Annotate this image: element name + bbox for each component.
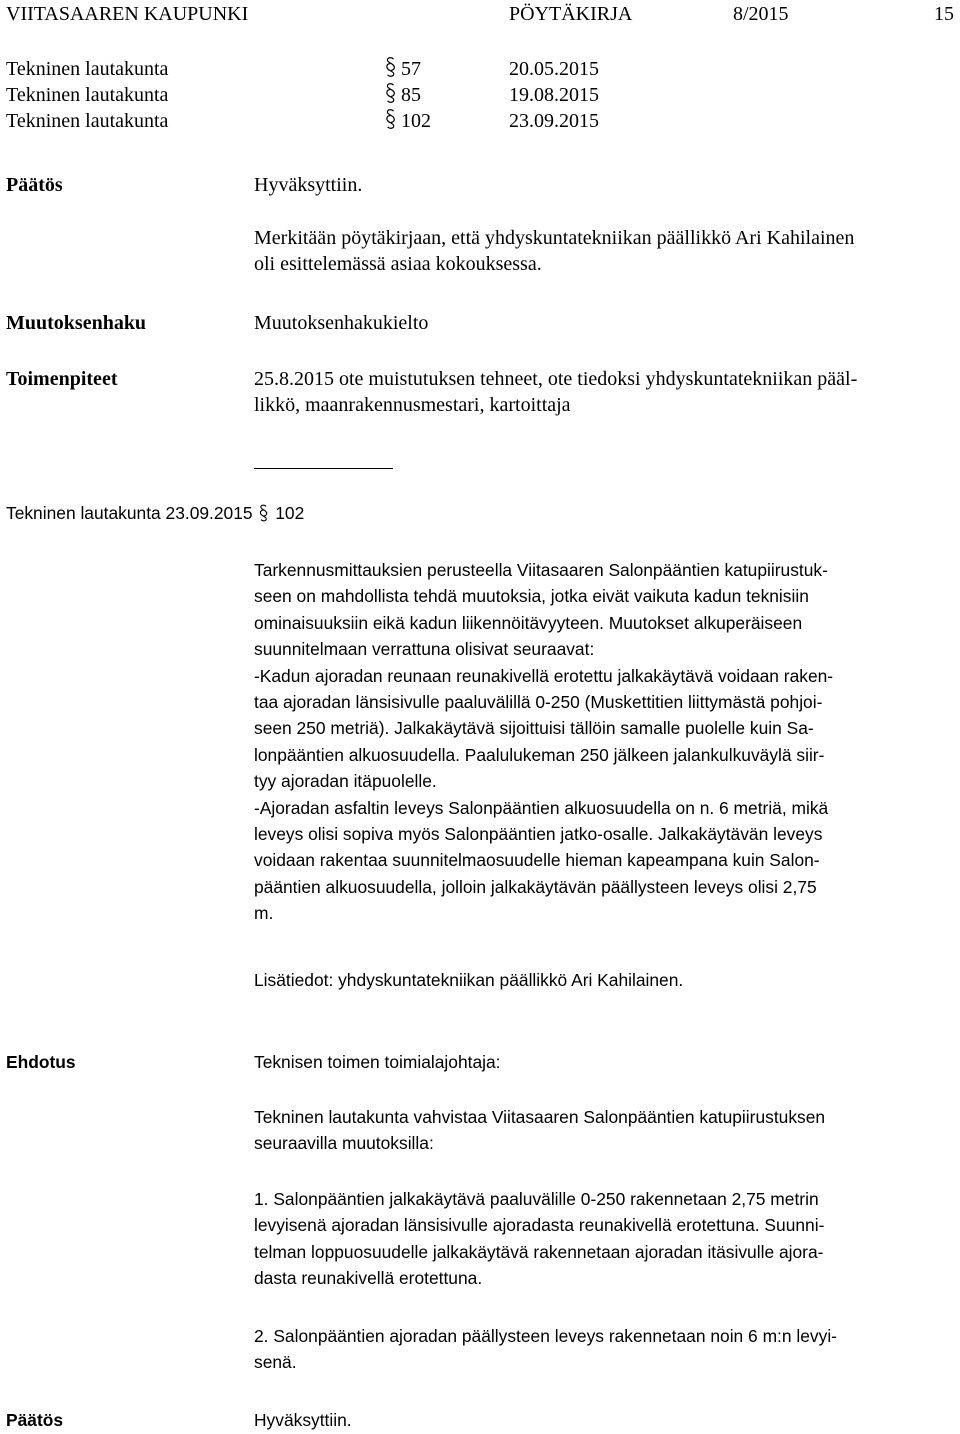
history-date: 23.09.2015 [509,110,599,132]
meeting-body-date: Tekninen lautakunta 23.09.2015 [6,503,253,523]
decision-note-line: Merkitään pöytäkirjaan, että yhdyskuntatekniikan päällikkö Ari Kahilainen [254,227,855,249]
history-body: Tekninen lautakunta [6,84,169,106]
history-date: 19.08.2015 [509,84,599,106]
proposal-by: Teknisen toimen toimialajohtaja: [254,1052,501,1072]
final-decision-value: Hyväksyttiin. [254,1410,352,1430]
actions-line: 25.8.2015 ote muistutuksen tehneet, ote tiedoksi yhdyskuntatekniikan pääl- [254,368,858,390]
proposal-intro [254,1104,954,1157]
case-description [254,557,954,926]
proposal-item-line: telman loppuosuudelle jalkakäytävä rakennetaan ajoradan itäsivulle ajora- [254,1241,824,1262]
decision-value: Hyväksyttiin. [254,174,363,196]
proposal-intro-line: Tekninen lautakunta vahvistaa Viitasaaren Salonpääntien katupiirustuksen [254,1107,826,1127]
proposal-item-line: 1. Salonpääntien jalkakäytävä paaluvälille 0-250 rakennetaan 2,75 metrin [254,1189,819,1209]
appeal-value: Muutoksenhakukielto [254,312,429,334]
history-body: Tekninen lautakunta [6,58,169,80]
actions-line: likkö, maanrakennusmestari, kartoittaja [254,394,571,416]
appeal-label: Muutoksenhaku [6,312,147,334]
header-doc-number: 8/2015 [733,3,789,25]
proposal-item-line: dasta reunakivellä erotettuna. [254,1268,483,1289]
decision-note [254,225,954,277]
body-line: seen 250 metriä). Jalkakäytävä sijoittuisi tällöin samalle puolelle kuin Sa- [254,718,814,739]
header-org: VIITASAAREN KAUPUNKI [6,3,249,25]
section-sign-icon [384,108,397,137]
meeting-reference [6,500,304,526]
body-line: ominaisuuksiin eikä kadun liikennöitävyyteen. Muutokset alkuperäiseen [254,612,803,633]
meeting-section: 102 [275,503,305,523]
body-line: pääntien alkuosuudella, jolloin jalkakäytävän päällysteen leveys olisi 2,75 [254,876,817,897]
proposal-item-line: senä. [254,1352,297,1373]
body-line: voidaan rakentaa suunnitelmaosuudelle hieman kapeampana kuin Salon- [254,850,820,871]
history-section: 57 [401,58,421,80]
section-sign-icon [384,56,397,85]
history-section: 102 [401,110,431,132]
body-line: suunnitelmaan verrattuna olisivat seuraavat: [254,639,595,660]
header-page-number: 15 [934,3,954,25]
body-line: tyy ajoradan itäpuolelle. [254,771,437,792]
body-line: lonpääntien alkuosuudella. Paalulukeman 250 jälkeen jalankulkuväylä siir- [254,744,825,765]
body-line: leveys olisi sopiva myös Salonpääntien jatko-osalle. Jalkakäytävän leveys [254,823,823,844]
actions-label: Toimenpiteet [6,368,118,390]
decision-note-line: oli esittelemässä asiaa kokouksessa. [254,253,542,275]
proposal-item-line: 2. Salonpääntien ajoradan päällysteen leveys rakennetaan noin 6 m:n levyi- [254,1326,837,1346]
history-date: 20.05.2015 [509,58,599,80]
proposal-item-2 [254,1323,954,1376]
proposal-item-line: levyisenä ajoradan länsisivulle ajoradasta reunakivellä erotettuna. Suunni- [254,1215,825,1236]
section-sign-icon [257,500,270,526]
header-doc-type: PÖYTÄKIRJA [509,3,633,25]
body-line: -Ajoradan asfaltin leveys Salonpääntien alkuosuudella on n. 6 metriä, mikä [254,797,829,818]
proposal-intro-line: seuraavilla muutoksilla: [254,1133,434,1154]
body-line: seen on mahdollista tehdä muutoksia, jotka eivät vaikuta kadun teknisiin [254,586,809,607]
more-info: Lisätiedot: yhdyskuntatekniikan päällikkö Ari Kahilainen. [254,970,684,990]
history-body: Tekninen lautakunta [6,110,169,132]
body-line: Tarkennusmittauksien perusteella Viitasaaren Salonpääntien katupiirustuk- [254,560,828,580]
separator-line [254,468,393,469]
proposal-item-1 [254,1186,954,1292]
body-line: taa ajoradan länsisivulle paaluvälillä 0-250 (Muskettitien liittymästä pohjoi- [254,691,823,712]
history-section: 85 [401,84,421,106]
actions-text [254,366,954,418]
decision-label: Päätös [6,174,63,196]
final-decision-label: Päätös [6,1410,64,1430]
body-line: -Kadun ajoradan reunaan reunakivellä erotettu jalkakäytävä voidaan raken- [254,665,834,686]
body-line: m. [254,903,274,924]
section-sign-icon [384,82,397,111]
proposal-label: Ehdotus [6,1052,76,1072]
